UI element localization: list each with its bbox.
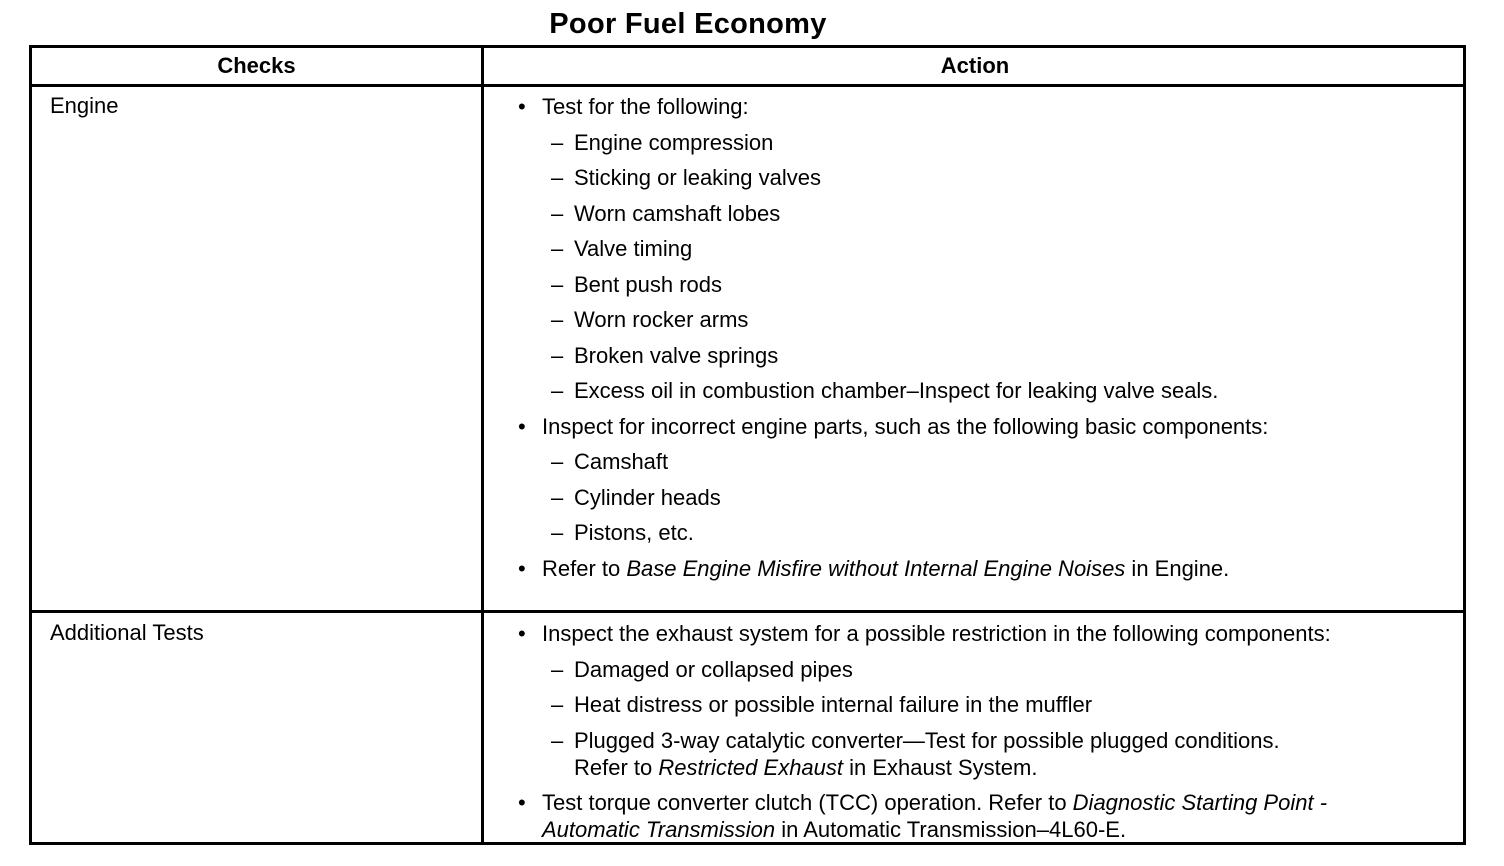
sub-item-text: Bent push rods (574, 272, 722, 297)
header-divider (32, 84, 1463, 87)
column-divider (481, 48, 484, 842)
bullet-text: Inspect for incorrect engine parts, such as the following basic components: (542, 414, 1269, 439)
dash-glyph: – (551, 343, 564, 368)
text-run: Refer to (574, 755, 659, 780)
reference-title: Restricted Exhaust (658, 755, 844, 780)
sub-item-text: Worn camshaft lobes (574, 201, 781, 226)
dash-glyph: – (551, 378, 564, 403)
sub-item-text: Sticking or leaking valves (574, 165, 822, 190)
bullet-text: Inspect the exhaust system for a possible restriction in the following components: (542, 621, 1331, 646)
bullet-text (542, 817, 1126, 843)
row-divider (32, 610, 1463, 613)
check-engine: Engine (50, 93, 119, 118)
bullet-text: Test for the following: (542, 94, 749, 119)
bullet-glyph: • (518, 621, 526, 646)
dash-glyph: – (551, 692, 564, 717)
dash-glyph: – (551, 130, 564, 155)
sub-item-text: Broken valve springs (574, 343, 779, 368)
diagnostic-table (29, 45, 1466, 845)
text-run: in Automatic Transmission–4L60-E. (775, 817, 1127, 842)
sub-item-text: Engine compression (574, 130, 774, 155)
page-title: Poor Fuel Economy (549, 8, 827, 40)
sub-item-text: Valve timing (574, 236, 693, 261)
sub-item-text: Cylinder heads (574, 485, 721, 510)
bullet-glyph: • (518, 94, 526, 119)
dash-glyph: – (551, 307, 564, 332)
bullet-glyph: • (518, 790, 526, 815)
header-action: Action (940, 53, 1010, 78)
dash-glyph: – (551, 485, 564, 510)
dash-glyph: – (551, 236, 564, 261)
sub-item-text: Worn rocker arms (574, 307, 749, 332)
bullet-text (542, 556, 1229, 582)
dash-glyph: – (551, 520, 564, 545)
dash-glyph: – (551, 449, 564, 474)
sub-item-text: Plugged 3-way catalytic converter—Test for possible plugged conditions. (574, 728, 1280, 753)
dash-glyph: – (551, 728, 564, 753)
text-run: in Engine. (1125, 556, 1230, 581)
text-run: Refer to (542, 556, 627, 581)
sub-item-text: Heat distress or possible internal failure in the muffler (574, 692, 1093, 717)
reference-title: Automatic Transmission (542, 817, 776, 842)
bullet-text (542, 790, 1327, 816)
sub-item-text (574, 755, 1037, 781)
header-checks: Checks (217, 53, 296, 78)
sub-item-text: Damaged or collapsed pipes (574, 657, 853, 682)
reference-title: Base Engine Misfire without Internal Engine Noises (626, 556, 1126, 581)
dash-glyph: – (551, 657, 564, 682)
bullet-glyph: • (518, 414, 526, 439)
dash-glyph: – (551, 272, 564, 297)
check-additional-tests: Additional Tests (50, 620, 204, 645)
sub-item-text: Pistons, etc. (574, 520, 694, 545)
reference-title: Diagnostic Starting Point - (1072, 790, 1328, 815)
bullet-glyph: • (518, 556, 526, 581)
sub-item-text: Excess oil in combustion chamber–Inspect for leaking valve seals. (574, 378, 1219, 403)
dash-glyph: – (551, 165, 564, 190)
text-run: in Exhaust System. (843, 755, 1038, 780)
sub-item-text: Camshaft (574, 449, 669, 474)
text-run: Test torque converter clutch (TCC) operation. Refer to (542, 790, 1073, 815)
dash-glyph: – (551, 201, 564, 226)
